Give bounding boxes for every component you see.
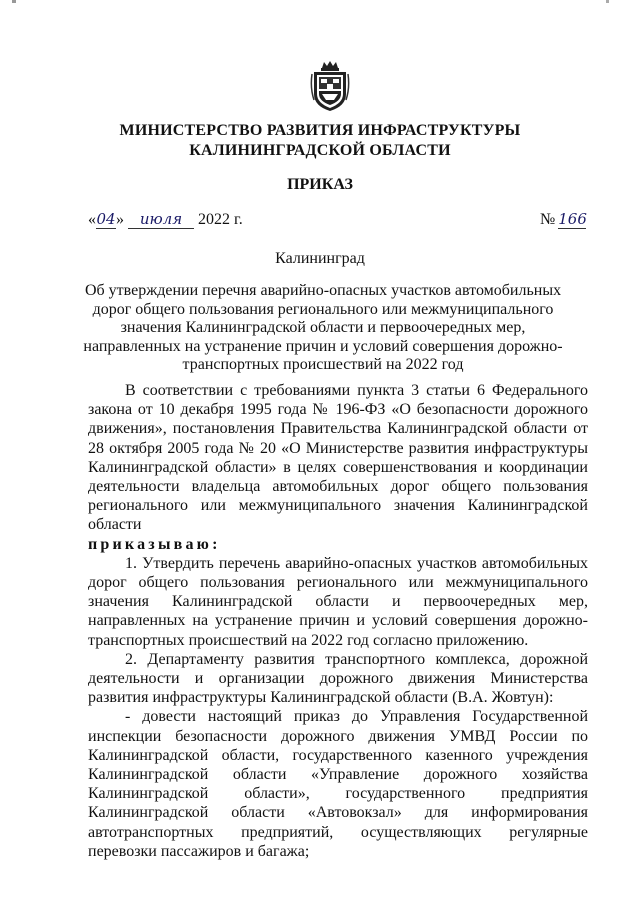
city: Калининград xyxy=(275,250,365,267)
order-word-paragraph xyxy=(88,535,588,554)
item-2-subitem-paragraph: - довести настоящий приказ до Управления Государственной инспекции безопасности дорожного движения УМВД России по Калининградской области, государственного казенного учреждения Калининградской области «Управление дорожного хозяйства Калининградской области», государственного предприятия Калининградской области «Автовокзал» для информирования автотранспортных предприятий, осуществляющих регулярные перевозки пассажиров и багажа; xyxy=(88,708,588,860)
ministry-name-line1: МИНИСТЕРСТВО РАЗВИТИЯ ИНФРАСТРУКТУРЫ xyxy=(119,122,521,139)
order-word: приказываю: xyxy=(88,535,221,553)
ministry-name-line2: КАЛИНИНГРАДСКОЙ ОБЛАСТИ xyxy=(189,142,451,159)
scan-mark xyxy=(606,0,609,3)
scan-mark xyxy=(12,0,16,3)
order-subject: Об утверждении перечня аварийно-опасных участков автомобильных дорог общего пользования регионального или межмуниципального значения Калининградской области и первоочередных мер, направленных на устранение причин и условий совершения дорожно-транспортных происшествий на 2022 год xyxy=(83,282,563,374)
order-date xyxy=(88,210,243,229)
item-1-paragraph: 1. Утвердить перечень аварийно-опасных участков автомобильных дорог общего пользования регионального или межмуниципального значения Калининградской области и первоочередных мер, направленных на устранение причин и условий совершения дорожно-транспортных происшествий на 2022 год согласно приложению. xyxy=(88,554,588,649)
date-day-handwritten: 04 xyxy=(96,210,116,228)
date-year: 2022 г. xyxy=(198,211,243,228)
item-2-paragraph: 2. Департаменту развития транспортного комплекса, дорожной деятельности и организации дорожного движения Министерства развития инфраструктуры Калининградской области (В.А. Жовтун): xyxy=(88,650,588,707)
order-number xyxy=(540,210,586,229)
order-body xyxy=(88,381,588,861)
date-open-quote: « xyxy=(88,211,96,228)
order-number-label: № xyxy=(540,211,556,228)
ministry-name xyxy=(0,121,640,161)
preamble-paragraph: В соответствии с требованиями пункта 3 статьи 6 Федерального закона от 10 декабря 1995 года № 196-ФЗ «О безопасности дорожного движения», постановления Правительства Калининградской области от 28 октября 2005 года № 20 «О Министерстве развития инфраструктуры Калининградской области» в целях совершенствования и координации деятельности владельца автомобильных дорог общего пользования регионального или межмуниципального значения Калининградской области xyxy=(88,382,588,534)
order-number-handwritten: 166 xyxy=(558,210,587,228)
coat-of-arms-icon xyxy=(310,60,350,112)
date-month-handwritten: июля xyxy=(128,210,194,229)
document-type: ПРИКАЗ xyxy=(287,176,353,193)
date-close-quote: » xyxy=(116,211,124,228)
